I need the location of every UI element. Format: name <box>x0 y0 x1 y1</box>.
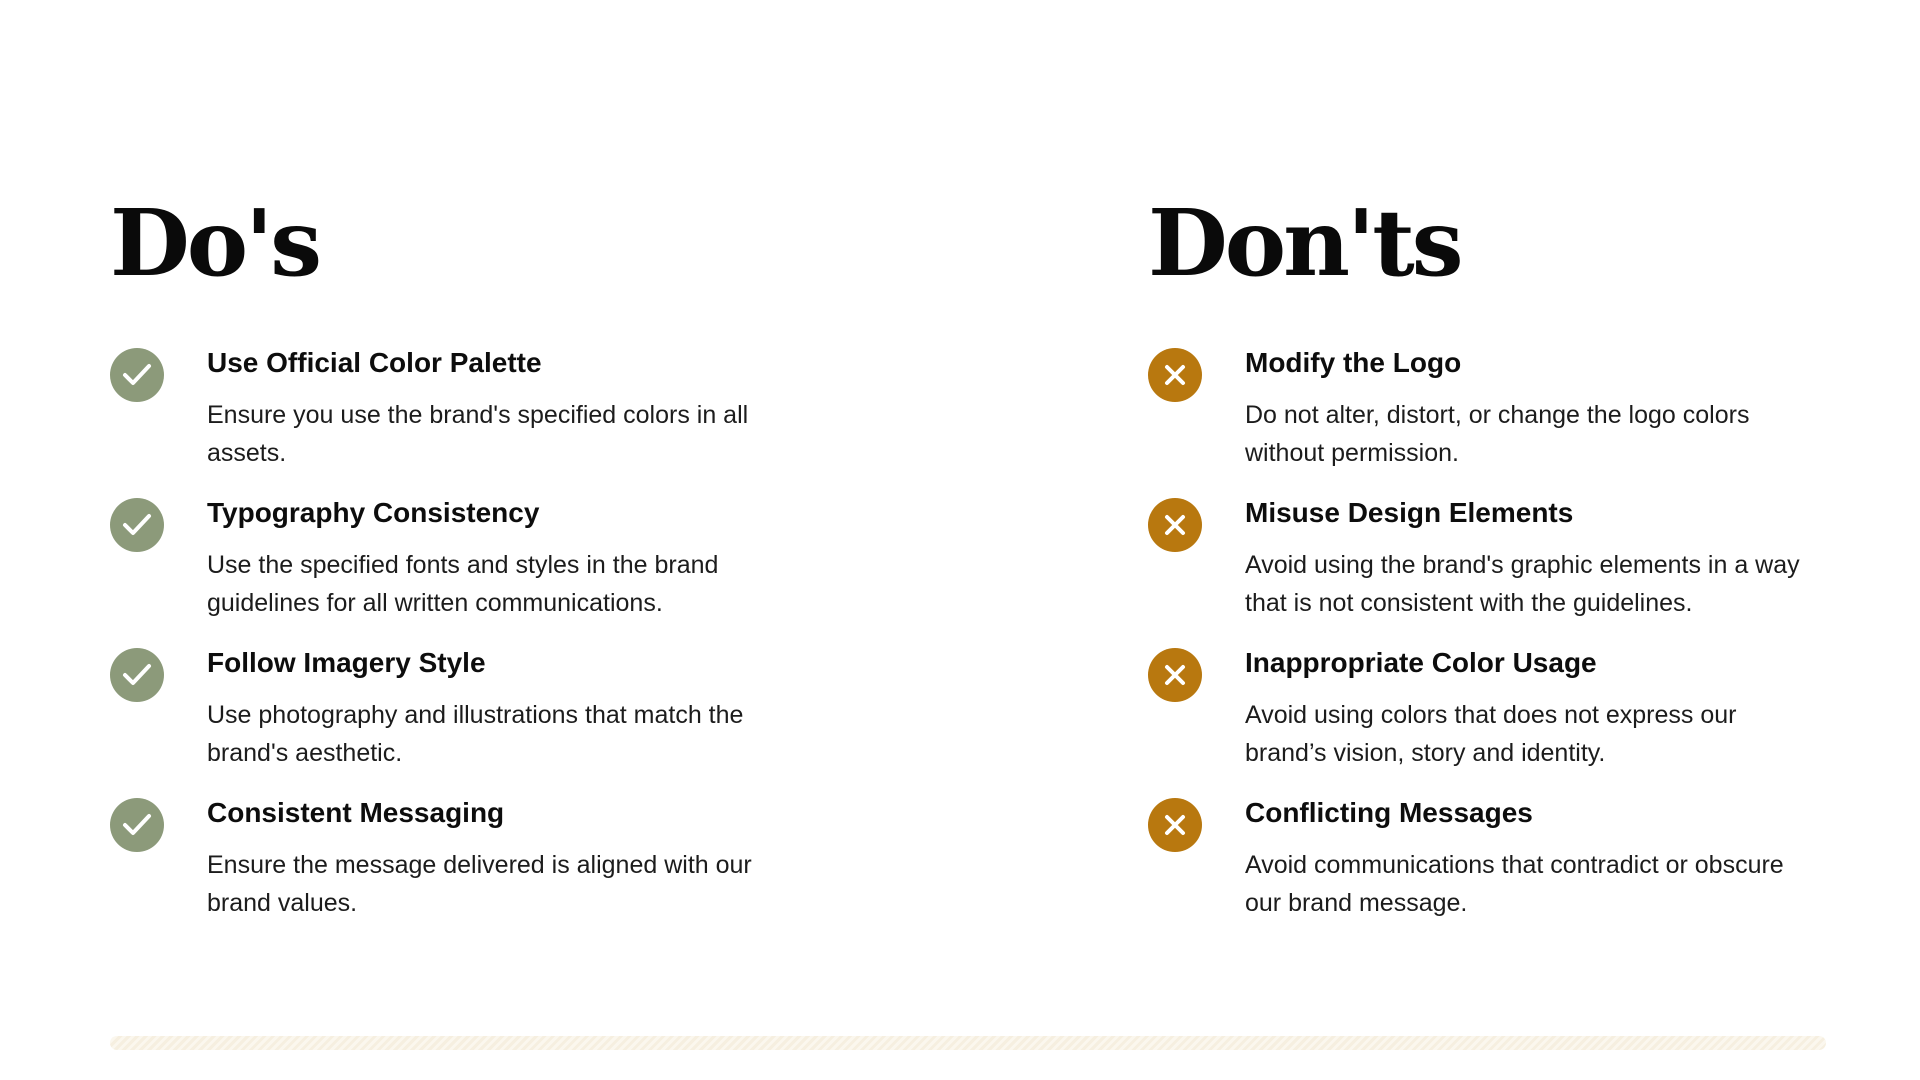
check-icon <box>110 798 164 852</box>
dont-item-title: Modify the Logo <box>1245 347 1462 378</box>
x-icon <box>1148 348 1202 402</box>
do-item <box>110 346 870 486</box>
check-icon <box>110 498 164 552</box>
dos-column <box>110 188 870 917</box>
dont-item <box>1148 496 1908 636</box>
dont-item-description: Avoid communications that contradict or obscure our brand message. <box>1245 851 1784 917</box>
do-item <box>110 646 870 786</box>
do-item-description: Ensure you use the brand's specified colors in all assets. <box>207 401 749 467</box>
dont-item-description: Avoid using colors that does not express our brand’s vision, story and identity. <box>1245 701 1737 767</box>
dont-item-title: Misuse Design Elements <box>1245 497 1574 528</box>
footer-divider <box>110 1036 1826 1050</box>
do-item-title: Typography Consistency <box>207 497 540 528</box>
dont-item-description: Avoid using the brand's graphic elements in a way that is not consistent with the guidelines. <box>1245 551 1800 617</box>
do-item-description: Use photography and illustrations that match the brand's aesthetic. <box>207 701 744 767</box>
dont-item <box>1148 346 1908 486</box>
x-icon <box>1148 798 1202 852</box>
dont-item-title: Inappropriate Color Usage <box>1245 647 1597 678</box>
donts-heading: Don'ts <box>1148 189 1461 297</box>
check-icon <box>110 648 164 702</box>
dont-item-title: Conflicting Messages <box>1245 797 1533 828</box>
x-icon <box>1148 648 1202 702</box>
check-icon <box>110 348 164 402</box>
dos-heading: Do's <box>110 189 320 297</box>
do-item <box>110 796 870 936</box>
do-item-title: Consistent Messaging <box>207 797 505 828</box>
dont-item-description: Do not alter, distort, or change the logo colors without permission. <box>1245 401 1750 467</box>
donts-column <box>1148 188 1908 917</box>
dont-item <box>1148 796 1908 936</box>
do-item-description: Ensure the message delivered is aligned with our brand values. <box>207 851 752 917</box>
do-item-title: Use Official Color Palette <box>207 347 542 378</box>
dont-item <box>1148 646 1908 786</box>
do-item-title: Follow Imagery Style <box>207 647 486 678</box>
do-item <box>110 496 870 636</box>
do-item-description: Use the specified fonts and styles in the brand guidelines for all written communications. <box>207 551 719 617</box>
x-icon <box>1148 498 1202 552</box>
